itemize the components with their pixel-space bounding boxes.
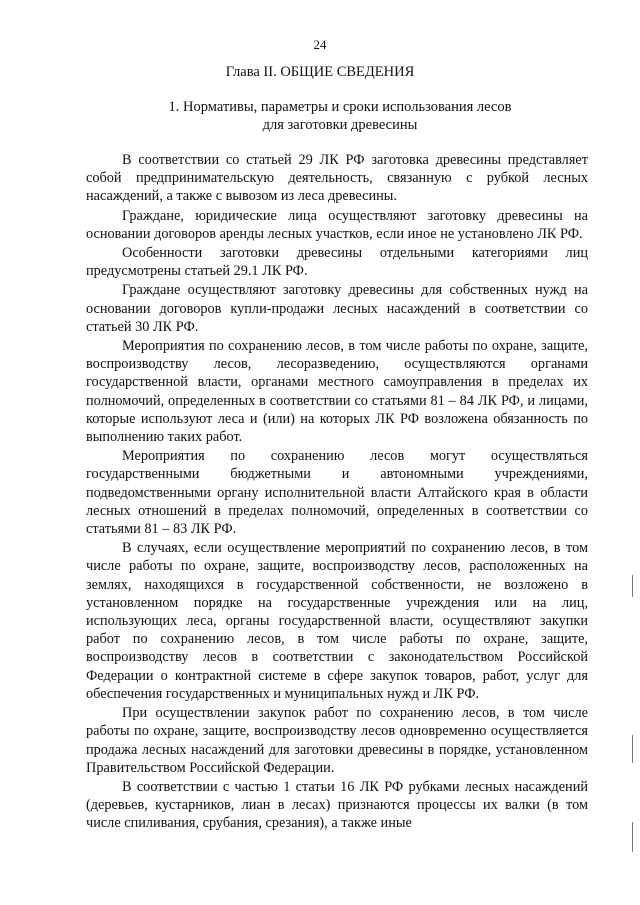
paragraph: При осуществлении закупок работ по сохранению лесов, в том числе работы по охране, защите, воспроизводству лесов одновременно осуществляется продажа лесных насаждений для заготовки древесины в порядке, установленном Правительством Российской Федерации. [86, 705, 588, 776]
scan-edge-mark [632, 575, 633, 597]
scan-edge-mark [632, 735, 633, 763]
paragraph: Граждане, юридические лица осуществляют заготовку древесины на основании договоров аренды лесных участков, если иное не установлено ЛК РФ. [86, 207, 588, 242]
paragraph: В соответствии со статьей 29 ЛК РФ заготовка древесины представляет собой предпринимательскую деятельность, связанную с рубкой лесных насаждений, а также с вывозом из леса древесины. [86, 152, 588, 205]
body-text [86, 151, 588, 833]
paragraph: В случаях, если осуществление мероприятий по сохранению лесов, в том числе работы по охране, защите, воспроизводству лесов, расположенных на землях, находящихся в государственной собственности, не возложено в установленном порядке на государственные учреждения или на лиц, использующих леса, органы государственной власти, осуществляют закупки работ по сохранению лесов, в том числе работы по охране, защите, воспроизводству лесов в соответствии с законодательством Российской Федерации о контрактной системе в сфере закупок товаров, работ, услуг для обеспечения государственных и муниципальных нужд и ЛК РФ. [86, 540, 588, 702]
paragraph: Мероприятия по сохранению лесов могут осуществляться государственными бюджетными и автономными учреждениями, подведомственными органу исполнительной власти Алтайского края в области лесных отношений в пределах полномочий, определенных в соответствии со статьями 81 – 83 ЛК РФ. [86, 448, 588, 538]
paragraph: Мероприятия по сохранению лесов, в том числе работы по охране, защите, воспроизводству лесов, лесоразведению, осуществляются органами государственной власти, органами местного самоуправления в пределах их полномочий, определенных в соответствии со статьями 81 – 84 ЛК РФ, и лицами, которые используют леса и (или) на которых ЛК РФ возложена обязанность по выполнению таких работ. [86, 338, 588, 446]
section-title-line-2: для заготовки древесины [262, 117, 418, 133]
section-title [160, 98, 520, 134]
chapter-title: Глава II. ОБЩИЕ СВЕДЕНИЯ [225, 64, 415, 80]
page-number: 24 [313, 37, 327, 52]
scan-edge-mark [632, 822, 633, 852]
paragraph: Особенности заготовки древесины отдельными категориями лиц предусмотрены статьей 29.1 ЛК РФ. [86, 245, 588, 280]
paragraph: В соответствии с частью 1 статьи 16 ЛК РФ рубками лесных насаждений (деревьев, кустарников, лиан в лесах) признаются процессы их валки (в том числе спиливания, срубания, срезания), а также иные [86, 778, 588, 832]
paragraph: Граждане осуществляют заготовку древесины для собственных нужд на основании договоров купли-продажи лесных насаждений в соответствии со статьей 30 ЛК РФ. [86, 282, 588, 335]
section-title-line-1: 1. Нормативы, параметры и сроки использования лесов [168, 99, 512, 115]
